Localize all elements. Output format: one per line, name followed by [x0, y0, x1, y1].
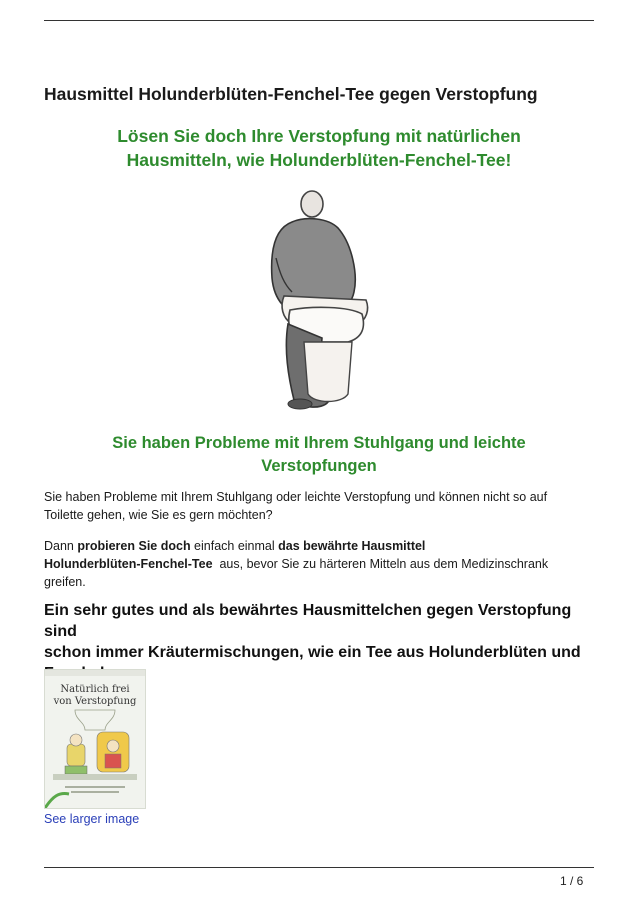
book-cover-title-line2: von Verstopfung — [53, 696, 137, 707]
page-number: 1 / 6 — [560, 874, 584, 888]
subheading-secondary-line2: Verstopfungen — [261, 457, 377, 475]
paragraph-recommendation-line1 — [44, 537, 604, 555]
bold-paragraph-line2: schon immer Kräutermischungen, wie ein Tee aus Holunderblüten und — [44, 644, 581, 661]
book-cover-illustration — [45, 670, 145, 808]
text-segment: Dann — [44, 539, 78, 553]
text-segment: einfach einmal — [190, 539, 279, 553]
paragraph-recommendation-line2 — [44, 555, 604, 573]
paragraph-recommendation — [44, 537, 604, 591]
subheading-primary-line2: Hausmitteln, wie Holunderblüten-Fenchel-Tee! — [126, 150, 512, 170]
person-on-toilet-illustration — [262, 188, 380, 414]
bold-segment: probieren Sie doch — [77, 539, 191, 553]
bold-segment: Holunderblüten-Fenchel-Tee — [44, 557, 213, 571]
subheading-primary-line1: Lösen Sie doch Ihre Verstopfung mit natürlichen — [117, 126, 521, 146]
paragraph-recommendation-line3: greifen. — [44, 575, 86, 589]
subheading-secondary-line1: Sie haben Probleme mit Ihrem Stuhlgang und leichte — [112, 434, 526, 452]
see-larger-image-link[interactable]: See larger image — [44, 812, 140, 826]
bottom-rule — [44, 867, 594, 868]
book-cover-image[interactable] — [44, 669, 146, 809]
paragraph-intro — [44, 488, 604, 524]
paragraph-intro-line2: Toilette gehen, wie Sie es gern möchten? — [44, 508, 273, 522]
book-cover-title-line1: Natürlich frei — [60, 684, 130, 695]
subheading-secondary — [44, 432, 594, 478]
text-segment: aus, bevor Sie zu härteren Mitteln aus dem Medizinschrank — [212, 557, 549, 571]
paragraph-intro-line1: Sie haben Probleme mit Ihrem Stuhlgang oder leichte Verstopfung und können nicht so auf — [44, 490, 548, 504]
bold-segment: das bewährte Hausmittel — [278, 539, 426, 553]
top-rule — [44, 20, 594, 21]
page-title: Hausmittel Holunderblüten-Fenchel-Tee gegen Verstopfung — [44, 84, 538, 104]
subheading-primary — [44, 124, 594, 172]
bold-paragraph-line1: Ein sehr gutes und als bewährtes Hausmittelchen gegen Verstopfung sind — [44, 602, 572, 640]
